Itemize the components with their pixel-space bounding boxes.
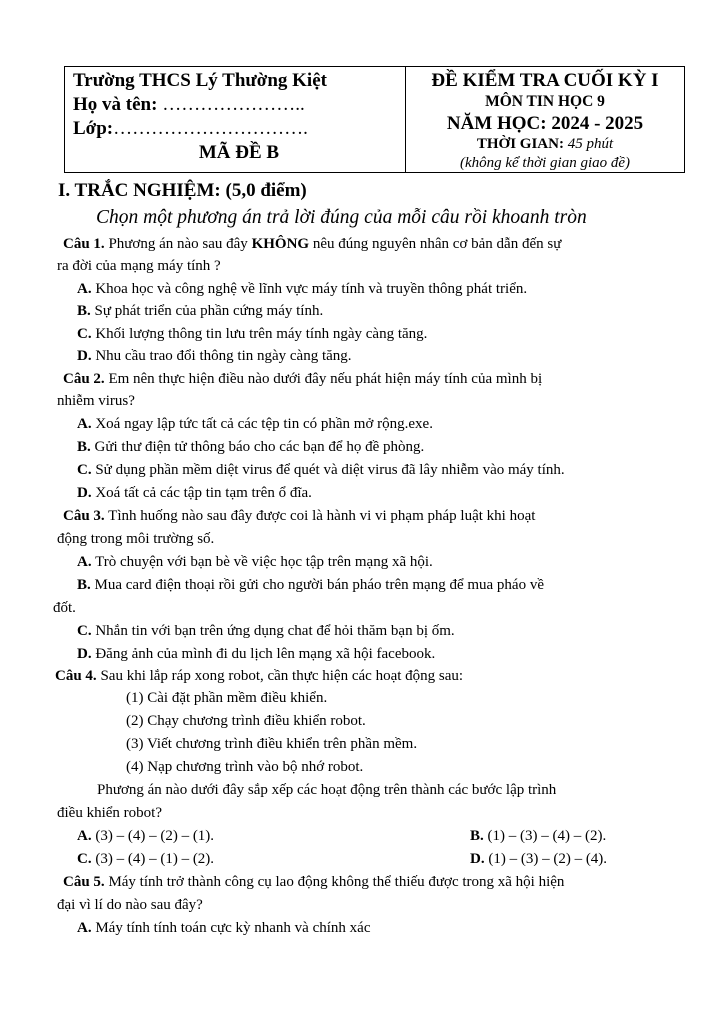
q1-option-d-text: Nhu cầu trao đổi thông tin ngày càng tăng. (91, 348, 352, 364)
q3-option-a-text: Trò chuyện với bạn bè về việc học tập trên mạng xã hội. (91, 554, 433, 570)
q3-option-d (77, 644, 435, 664)
question-5-line (63, 872, 564, 892)
q3-option-a (77, 552, 433, 572)
question-2-text: Em nên thực hiện điều nào dưới đây nếu phát hiện máy tính của mình bị (104, 371, 543, 387)
school-year: NĂM HỌC: 2024 - 2025 (446, 113, 644, 134)
question-4-line (55, 666, 463, 686)
q5-option-a-letter: A. (77, 920, 92, 936)
q2-option-a (77, 414, 433, 434)
q4-option-c-letter: C. (77, 851, 92, 867)
question-5-label: Câu 5. (63, 874, 105, 890)
student-info-cell (65, 67, 406, 173)
q1-option-d (77, 346, 352, 366)
time-label: THỜI GIAN: (476, 136, 564, 152)
q2-option-d-letter: D. (77, 485, 92, 501)
q2-option-c (77, 460, 565, 480)
class-label: Lớp: (73, 118, 114, 139)
section-instruction: Chọn một phương án trả lời đúng của mỗi câu rồi khoanh tròn (96, 207, 587, 228)
q3-option-b-letter: B. (77, 577, 91, 593)
question-3-line (63, 506, 535, 526)
question-2-line (63, 369, 542, 389)
q1-option-b-text: Sự phát triển của phần cứng máy tính. (90, 303, 324, 319)
question-1-cont: ra đời của mạng máy tính ? (57, 258, 221, 274)
question-2-label: Câu 2. (63, 371, 105, 387)
q4-option-a (77, 826, 214, 846)
question-5-text: Máy tính trở thành công cụ lao động không thể thiếu được trong xã hội hiện (104, 874, 565, 890)
q1-option-d-letter: D. (77, 348, 92, 364)
question-1-text-bold: KHÔNG (251, 236, 310, 252)
q4-option-a-text: (3) – (4) – (2) – (1). (91, 828, 215, 844)
exam-time-note: (không kể thời gian giao đề) (459, 155, 631, 171)
question-5-cont: đại vì lí do nào sau đây? (57, 897, 203, 913)
question-2-cont: nhiễm virus? (57, 393, 135, 409)
q4-option-c-text: (3) – (4) – (1) – (2). (91, 851, 215, 867)
question-1-label: Câu 1. (63, 236, 105, 252)
q1-option-a (77, 279, 527, 299)
q2-option-b-letter: B. (77, 439, 91, 455)
time-value: 45 phút (563, 136, 614, 152)
q3-option-c-letter: C. (77, 623, 92, 639)
q4-prompt-cont: điều khiển robot? (57, 805, 162, 821)
q4-option-a-letter: A. (77, 828, 92, 844)
question-3-label: Câu 3. (63, 508, 105, 524)
q2-option-a-text: Xoá ngay lập tức tất cả các tệp tin có phần mở rộng.exe. (91, 416, 433, 432)
q1-option-b-letter: B. (77, 303, 91, 319)
question-3-text: Tình huống nào sau đây được coi là hành vi vi phạm pháp luật khi hoạt (104, 508, 536, 524)
name-dots: ………………….. (157, 94, 305, 115)
q1-option-a-text: Khoa học và công nghệ về lĩnh vực máy tính và truyền thông phát triển. (91, 281, 528, 297)
q2-option-c-letter: C. (77, 462, 92, 478)
q3-option-d-letter: D. (77, 646, 92, 662)
q4-option-b (470, 826, 606, 846)
q4-option-b-text: (1) – (3) – (4) – (2). (483, 828, 607, 844)
question-1-text-a: Phương án nào sau đây (104, 236, 252, 252)
question-1-line (63, 234, 561, 254)
exam-time (406, 135, 684, 154)
q2-option-b (77, 437, 424, 457)
question-4-label: Câu 4. (55, 668, 97, 684)
student-class-field (73, 117, 405, 141)
section-title: I. TRẮC NGHIỆM: (5,0 điểm) (58, 180, 307, 201)
q2-option-d (77, 483, 312, 503)
school-name: Trường THCS Lý Thường Kiệt (73, 70, 327, 91)
exam-header-table (64, 66, 685, 173)
q1-option-c (77, 324, 427, 344)
q1-option-c-text: Khối lượng thông tin lưu trên máy tính ngày càng tăng. (91, 326, 428, 342)
q4-step-4: (4) Nạp chương trình vào bộ nhớ robot. (126, 759, 364, 775)
q4-prompt: Phương án nào dưới đây sắp xếp các hoạt động trên thành các bước lập trình (97, 782, 557, 798)
q2-option-c-text: Sử dụng phần mềm diệt virus để quét và diệt virus đã lây nhiễm vào máy tính. (91, 462, 565, 478)
q3-option-c-text: Nhắn tin với bạn trên ứng dụng chat để hỏi thăm bạn bị ốm. (91, 623, 455, 639)
exam-code: MÃ ĐỀ B (198, 142, 280, 163)
question-4-text: Sau khi lắp ráp xong robot, cần thực hiện các hoạt động sau: (96, 668, 464, 684)
exam-subject: MÔN TIN HỌC 9 (485, 93, 605, 110)
q4-option-c (77, 849, 214, 869)
exam-title: ĐỀ KIỂM TRA CUỐI KỲ I (431, 70, 659, 91)
q2-option-b-text: Gửi thư điện tử thông báo cho các bạn để họ đề phòng. (90, 439, 425, 455)
q3-option-b-text: Mua card điện thoại rồi gửi cho người bán pháo trên mạng để mua pháo về (90, 577, 544, 593)
q3-option-d-text: Đăng ảnh của mình đi du lịch lên mạng xã hội facebook. (91, 646, 436, 662)
q2-option-d-text: Xoá tất cả các tập tin tạm trên ổ đĩa. (91, 485, 312, 501)
q3-option-b (77, 575, 544, 595)
q1-option-a-letter: A. (77, 281, 92, 297)
class-dots: …………………………. (113, 118, 308, 139)
q3-option-b-cont: đốt. (53, 600, 76, 616)
q1-option-c-letter: C. (77, 326, 92, 342)
q4-step-3: (3) Viết chương trình điều khiển trên phần mềm. (126, 736, 418, 752)
q3-option-c (77, 621, 455, 641)
q4-option-b-letter: B. (470, 828, 484, 844)
question-1-text-b: nêu đúng nguyên nhân cơ bản dẫn đến sự (309, 236, 562, 252)
q3-option-a-letter: A. (77, 554, 92, 570)
q4-option-d-letter: D. (470, 851, 485, 867)
q4-option-d (470, 849, 607, 869)
exam-info-cell (406, 67, 685, 173)
name-label: Họ và tên: (73, 94, 158, 115)
q1-option-b (77, 301, 323, 321)
q4-option-d-text: (1) – (3) – (2) – (4). (484, 851, 608, 867)
q2-option-a-letter: A. (77, 416, 92, 432)
question-3-cont: động trong môi trường số. (57, 531, 215, 547)
q4-step-1: (1) Cài đặt phần mềm điều khiển. (126, 690, 328, 706)
q5-option-a-text: Máy tính tính toán cực kỳ nhanh và chính xác (91, 920, 371, 936)
student-name-field (73, 93, 405, 117)
q5-option-a (77, 918, 371, 938)
q4-step-2: (2) Chạy chương trình điều khiển robot. (126, 713, 366, 729)
